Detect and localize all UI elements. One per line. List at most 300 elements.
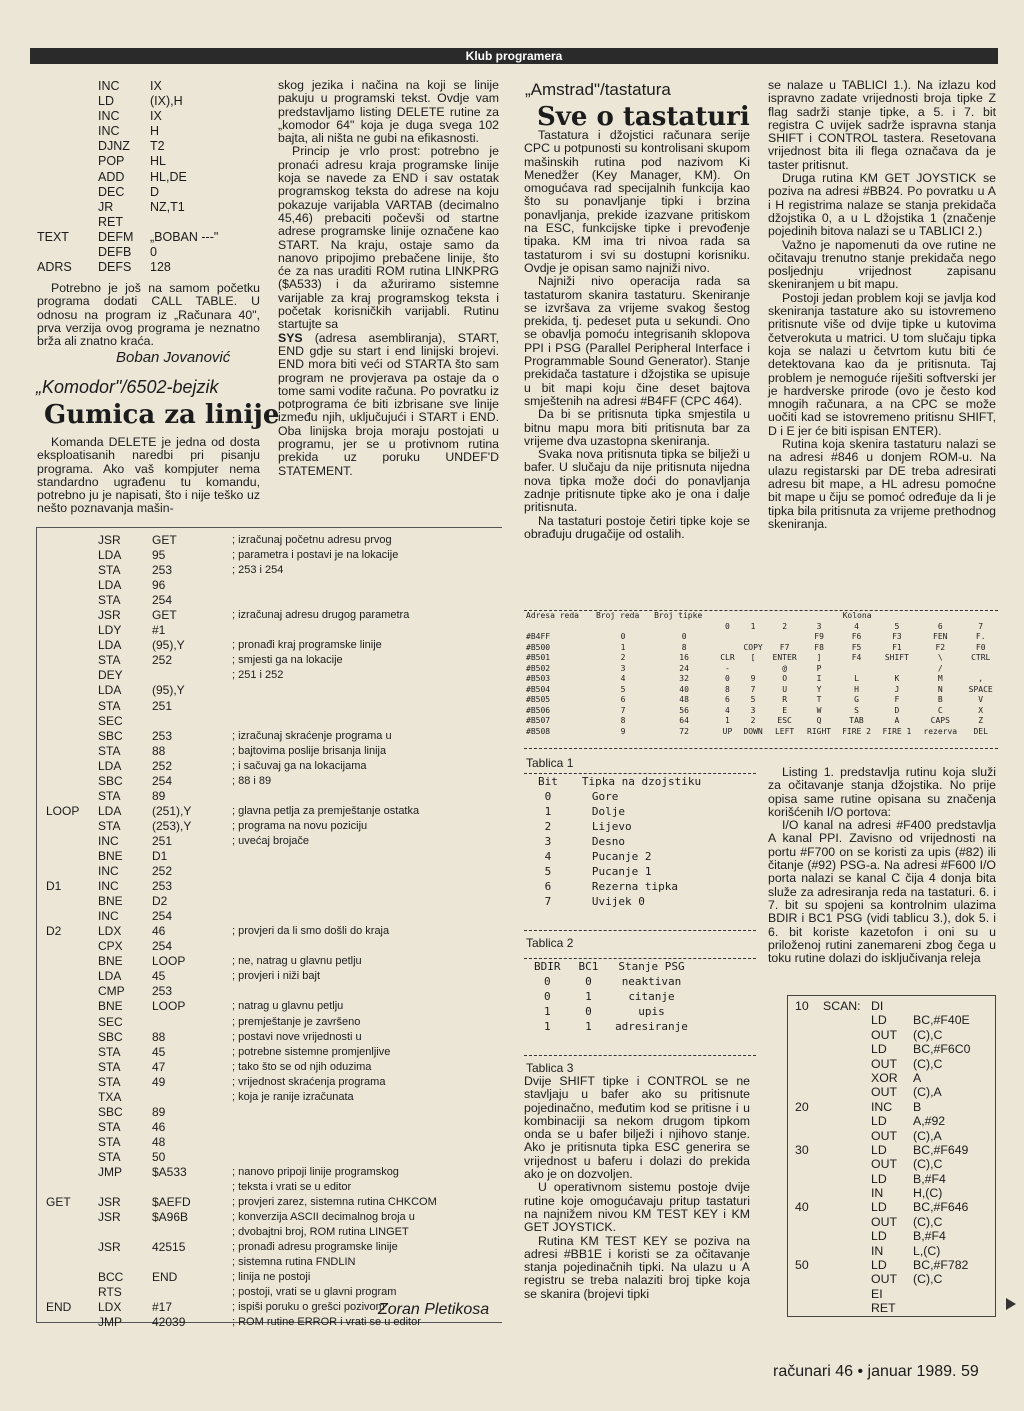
- article2-col3-p5: Na tastaturi postoje četiri tipke koje se obrađuju drugačije od ostalih.: [524, 513, 750, 541]
- key-cell: SHIFT: [884, 653, 909, 662]
- table2-head-bit: Bit: [538, 775, 558, 788]
- key-cell: /: [937, 663, 943, 673]
- listing-row: [46, 683, 496, 698]
- table-row: [524, 879, 711, 894]
- section-title: Klub programera: [465, 49, 563, 63]
- listing-comment: ; pronađi adresu programske linije: [232, 1241, 398, 1254]
- listing-operand: 42039: [152, 1315, 186, 1330]
- line-number: 10: [795, 999, 809, 1013]
- listing-row: [795, 1129, 991, 1143]
- key-cell: W: [816, 705, 822, 715]
- table-row: [524, 989, 697, 1004]
- listing-comment: ; uvećaj brojače: [232, 834, 310, 847]
- listing-comment: ; dvobajtni broj, ROM rutina LINGET: [232, 1226, 409, 1239]
- listing-operand: LOOP: [152, 954, 186, 969]
- table2: [524, 773, 756, 931]
- psg-state: neaktivan: [621, 975, 682, 988]
- listing-opcode: LDA: [98, 803, 122, 818]
- listing-comment: ; konverzija ASCII decimalnog broja u: [232, 1211, 415, 1224]
- listing-opcode: JSR: [98, 1240, 121, 1255]
- listing-row: [795, 1157, 991, 1171]
- listing-comment: ; izračunaj adresu drugog parametra: [232, 609, 410, 622]
- key-number: 32: [679, 674, 689, 683]
- listing-opcode: DEFM: [98, 229, 134, 244]
- listing-comment: ; natrag u glavnu petlju: [232, 1000, 344, 1013]
- listing-row: [37, 79, 267, 94]
- table1-head-kolona: Kolona: [842, 611, 872, 620]
- key-cell: N: [937, 684, 943, 694]
- listing-label: ADRS: [37, 260, 72, 275]
- listing-operand: 45: [152, 969, 166, 984]
- listing-operand: (C),C: [913, 1027, 943, 1042]
- listing-opcode: CMP: [98, 984, 125, 999]
- listing-operand: 48: [152, 1134, 166, 1149]
- listing-operand: 50: [152, 1149, 166, 1164]
- listing-row: [46, 1195, 496, 1210]
- table1-grid: [524, 611, 998, 737]
- key-cell: H: [854, 684, 859, 694]
- listing-row: [37, 245, 267, 260]
- table-row: [524, 716, 998, 727]
- listing-opcode: BCC: [98, 1270, 124, 1285]
- article1-para-1: skog jezika i načina na koji se linije pakuju u programski tekst. Ovdje vam predstavljamo listing DELETE rutine za „komodor 64" koja je duga svega 102 bajta, ali ništa ne gubi na efikasnosti.: [278, 78, 499, 146]
- table1-colnums: [524, 622, 998, 633]
- table-row: [524, 974, 697, 989]
- z80-listing: [795, 999, 991, 1316]
- table3-head: [524, 959, 697, 974]
- listing-row: [37, 230, 267, 245]
- listing-opcode: JMP: [98, 1164, 122, 1179]
- listing-row: [46, 1150, 496, 1165]
- table-row: [524, 819, 711, 834]
- listing-comment: ; potrebne sistemne promjenljive: [232, 1045, 391, 1058]
- listing-operand: BC,#F649: [913, 1142, 969, 1157]
- table-row: [524, 834, 711, 849]
- listing-operand: $A96B: [152, 1210, 189, 1225]
- key-cell: SPACE: [968, 684, 993, 694]
- key-cell: C: [937, 705, 943, 715]
- listing-operand: „BOBAN ---": [150, 229, 219, 244]
- listing-row: [46, 714, 496, 729]
- key-cell: F3: [892, 632, 902, 641]
- table-row: [524, 643, 998, 654]
- table1-col-number: 7: [978, 621, 984, 631]
- listing-label: LOOP: [46, 803, 80, 818]
- listing-row: [37, 260, 267, 275]
- key-number: 40: [679, 684, 689, 694]
- key-cell: [716, 632, 739, 643]
- listing-row: [795, 1071, 991, 1085]
- joystick-key: Uvijek 0: [591, 895, 645, 908]
- row-address: #B500: [526, 642, 551, 652]
- listing-row: [795, 1186, 991, 1200]
- article1-para-3: (adresa asembliranja), START, END gdje su start i end linijski brojevi. END mora biti veći od STARTA što sam program ne provjerava pa ostaje da o tome sami vodite računa. Po povratku iz potprograma će biti izbrisane sve linije između njih, uključujući i START i END. Oba linijska broja moraju postojati u programu, jer se u protivnom rutina prekida uz poruku UNDEF'D STATEMENT.: [278, 330, 499, 478]
- key-number: 16: [679, 653, 689, 662]
- listing-operand: #17: [152, 1300, 173, 1315]
- listing-opcode: STA: [98, 1059, 121, 1074]
- table1-col-number: 2: [782, 621, 788, 631]
- listing-operand: (C),C: [913, 1272, 943, 1287]
- key-cell: [716, 643, 739, 654]
- listing-opcode: INC: [98, 879, 119, 894]
- listing-row: [46, 1075, 496, 1090]
- listing-comment: ; programa na novu poziciju: [232, 819, 368, 832]
- key-cell: UP: [722, 726, 733, 736]
- listing-opcode: INC: [98, 833, 119, 848]
- listing-row: [46, 1060, 496, 1075]
- listing-comment: ; provjeri i niži bajt: [232, 970, 321, 983]
- listing-operand: 46: [152, 924, 166, 939]
- listing-row: [37, 200, 267, 215]
- article1-intro: [37, 436, 260, 516]
- key-cell: \: [937, 653, 943, 662]
- listing-row: [46, 608, 496, 623]
- key-cell: CTRL: [971, 653, 991, 662]
- listing-row: [46, 924, 496, 939]
- listing-row: [46, 804, 496, 819]
- listing-opcode: IN: [871, 1243, 884, 1258]
- table2-grid: [524, 774, 711, 909]
- row-number: 2: [620, 653, 626, 662]
- key-cell: 0: [725, 674, 730, 683]
- key-cell: ENTER: [772, 653, 797, 662]
- line-number: 20: [795, 1099, 809, 1114]
- listing-operand: H: [150, 124, 160, 139]
- listing-operand: 251: [152, 833, 173, 848]
- listing-operand: 128: [150, 260, 171, 275]
- bit-number: 6: [544, 880, 552, 893]
- listing-operand: 252: [152, 758, 173, 773]
- listing-operand: (C),A: [913, 1128, 942, 1143]
- bdir-value: 0: [543, 975, 551, 988]
- row-number: 4: [620, 674, 626, 683]
- listing-row: [795, 1287, 991, 1301]
- listing-opcode: LDA: [98, 548, 122, 563]
- listing-operand: 47: [152, 1059, 166, 1074]
- listing-comment: ; ispiši poruku o grešci pozivom: [232, 1301, 385, 1314]
- row-address: #B505: [526, 695, 551, 704]
- key-cell: Y: [816, 684, 822, 694]
- bottom-left-p3: Rutina KM TEST KEY se poziva na adresi #BB1E i koristi se za očitavanje stanja pojedinačnih tipki. Na ulazu u A registru se treba nalaziti broj tipke koja se skanira (brojevi tipki: [524, 1233, 750, 1301]
- joystick-key: Rezerna tipka: [591, 880, 678, 893]
- listing-operand: A,#92: [913, 1114, 946, 1129]
- article2-title: Sve o tastaturi: [537, 102, 750, 132]
- listing-row: [795, 1200, 991, 1214]
- key-cell: Z: [978, 716, 984, 725]
- article2-col4-p4: Postoji jedan problem koji se javlja kod skeniranja tastature ako su istovremeno pritisnute više od dvije tipke u kutovima četverokuta u matrici. U tom slučaju tipka koja se nalazi u četvrtom kutu biti će detektovana kao da je pritisnuta. Taj problem je nemoguće riješiti softverski jer je hardverske prirode (ovo je često kod mnogih računara, a na CPC se može uočiti kad se istovremeno pritisnu SHIFT, D i E jer će biti ispisan ENTER).: [768, 290, 996, 438]
- key-cell: P: [816, 663, 822, 673]
- bottom-left-p2: U operativnom sistemu postoje dvije rutine koje omogućavaju pritup tastaturi na najnižem nivou KM TEST KEY i KM GET JOYSTICK.: [524, 1180, 750, 1235]
- listing-row: [46, 1165, 496, 1180]
- listing-comment: ; koja je ranije izračunata: [232, 1090, 354, 1103]
- listing-operand: D: [150, 184, 160, 199]
- bc1-value: 0: [585, 975, 592, 988]
- listing-opcode: RET: [98, 214, 123, 229]
- table1-head-addr: Adresa reda: [526, 611, 579, 620]
- listing-opcode: OUT: [871, 1128, 897, 1143]
- listing-row: [795, 1057, 991, 1071]
- listing-opcode: LD: [98, 94, 114, 109]
- listing-comment: ; sistemna rutina FNDLIN: [232, 1256, 356, 1269]
- key-cell: ]: [816, 653, 822, 662]
- table3-head-bc1: BC1: [578, 960, 599, 973]
- sys-command: SYS: [278, 330, 303, 345]
- listing-opcode: SBC: [98, 773, 123, 788]
- listing-operand: $A533: [152, 1164, 187, 1179]
- listing-opcode: JSR: [98, 1195, 121, 1210]
- key-cell: F8: [814, 642, 824, 652]
- listing-comment: ; 253 i 254: [232, 564, 284, 577]
- listing-operand: (C),C: [913, 1157, 943, 1172]
- listing-opcode: LD: [871, 1042, 887, 1057]
- key-cell: F9: [814, 632, 824, 641]
- psg-state: upis: [638, 1005, 665, 1018]
- listing-comment: ; pronađi kraj programske linije: [232, 639, 382, 652]
- bc1-value: 1: [585, 990, 592, 1003]
- listing-row: [46, 1015, 496, 1030]
- table3-head-psg: Stanje PSG: [618, 960, 685, 973]
- key-cell: O: [782, 674, 788, 683]
- key-cell: -: [725, 663, 730, 673]
- listing-row: [46, 1120, 496, 1135]
- psg-state: citanje: [628, 990, 675, 1003]
- row-number: 8: [620, 716, 626, 725]
- table-row: [524, 632, 998, 643]
- key-cell: B: [937, 695, 943, 704]
- row-address: #B508: [526, 726, 551, 736]
- key-cell: rezerva: [923, 726, 958, 736]
- listing-row: [46, 623, 496, 638]
- listing-label: D1: [46, 879, 62, 894]
- listing-row: [46, 1090, 496, 1105]
- key-number: 64: [679, 716, 689, 725]
- psg-state: adresiranje: [615, 1020, 688, 1033]
- listing-row: [46, 668, 496, 683]
- table-row: [524, 894, 711, 909]
- listing-operand: 88: [152, 1029, 166, 1044]
- listing-opcode: BNE: [98, 848, 123, 863]
- listing-label: GET: [46, 1195, 71, 1210]
- joystick-key: Pucanje 1: [591, 865, 652, 878]
- key-cell: 6: [725, 695, 730, 704]
- table-row: [524, 727, 998, 738]
- listing-row: [37, 139, 267, 154]
- listing-comment: ; smjesti ga na lokacije: [232, 654, 343, 667]
- listing-operand: (IX),H: [150, 94, 183, 109]
- row-address: #B502: [526, 663, 551, 673]
- listing-operand: A: [913, 1070, 922, 1085]
- article2-col3-p4: Svaka nova pritisnuta tipka se bilježi u bafer. U slučaju da nije pritisnuta nijedna nova tipka može doći do ponavljanja zadnje pritisnute tipke ako je ona i dalje pritisnuta.: [524, 447, 750, 515]
- listing-row: [795, 1258, 991, 1272]
- listing-operand: (251),Y: [152, 803, 192, 818]
- listing-operand: (C),C: [913, 1214, 943, 1229]
- listing-operand: 95: [152, 548, 166, 563]
- key-cell: ,: [978, 674, 984, 683]
- bit-number: 7: [544, 895, 552, 908]
- listing-opcode: BNE: [98, 894, 123, 909]
- bc1-value: 0: [585, 1005, 592, 1018]
- listing-row: [37, 154, 267, 169]
- listing-operand: L,(C): [913, 1243, 941, 1258]
- listing-comment: ; tako što se od njih oduzima: [232, 1060, 372, 1073]
- listing-opcode: DEY: [98, 668, 123, 683]
- key-cell: [836, 664, 876, 675]
- listing-comment: ; teksta i vrati se u editor: [232, 1181, 352, 1194]
- key-cell: D: [894, 705, 900, 715]
- key-cell: F.: [975, 632, 986, 641]
- listing-comment: ; premještanje je završeno: [232, 1015, 361, 1028]
- listing-opcode: LD: [871, 1200, 887, 1215]
- bdir-value: 1: [543, 1005, 551, 1018]
- listing-opcode: STA: [98, 1149, 121, 1164]
- listing-opcode: STA: [98, 1044, 121, 1059]
- key-cell: X: [978, 705, 984, 715]
- listing-comment: ; bajtovima poslije brisanja linija: [232, 744, 387, 757]
- listing-opcode: JSR: [98, 608, 121, 623]
- key-cell: ESC: [777, 716, 792, 725]
- table-row: [524, 849, 711, 864]
- listing-opcode: ADD: [98, 169, 125, 184]
- key-cell: F6: [851, 632, 862, 641]
- key-cell: FIRE 2: [842, 726, 871, 736]
- table2-head: [524, 774, 711, 789]
- listing-opcode: OUT: [871, 1214, 897, 1229]
- key-cell: L: [854, 674, 859, 683]
- key-cell: DEL: [973, 726, 988, 736]
- listing-operand: 45: [152, 1044, 166, 1059]
- key-cell: FIRE 1: [882, 726, 912, 736]
- article1-kicker: „Komodor"/6502-bejzik: [36, 377, 219, 397]
- listing-opcode: LD: [871, 1229, 887, 1244]
- bit-number: 3: [544, 835, 552, 848]
- listing-opcode: LDA: [98, 638, 122, 653]
- listing-row: [46, 1270, 496, 1285]
- article1-author: Zoran Pletikosa: [378, 1301, 490, 1318]
- listing-opcode: JMP: [98, 1315, 122, 1330]
- key-cell: A: [894, 716, 900, 725]
- listing-operand: (95),Y: [152, 638, 185, 653]
- listing-row: [37, 215, 267, 230]
- listing-operand: (253),Y: [152, 818, 192, 833]
- listing-row: [46, 1255, 496, 1270]
- listing-row: [46, 653, 496, 668]
- boban-author: Boban Jovanović: [116, 349, 231, 366]
- listing-opcode: TXA: [98, 1089, 122, 1104]
- table1-head-row: Broj reda: [595, 611, 640, 620]
- listing-row: [46, 533, 496, 548]
- listing-row: [46, 954, 496, 969]
- article2-col4-p5: Rutina koja skenira tastaturu nalazi se na adresi #846 u donjem ROM-u. Na ulazu registarski par DE treba adresirati adresu bit mape, a HL adresu pomoćne bit mape u čiju se pomoć određuje da li je tipka bila pritisnuta za vrijeme prethodnog skeniranja.: [768, 437, 996, 531]
- line-number: 50: [795, 1258, 809, 1273]
- listing-row: [46, 834, 496, 849]
- key-number: 8: [681, 642, 687, 652]
- row-number: 1: [620, 642, 626, 652]
- listing-opcode: INC: [98, 109, 120, 124]
- listing-opcode: STA: [98, 818, 121, 833]
- key-cell: [767, 632, 801, 643]
- listing-operand: HL: [150, 154, 166, 169]
- listing-operand: B,#F4: [913, 1229, 946, 1244]
- listing-row: [795, 1229, 991, 1243]
- listing-operand: HL,DE: [150, 169, 187, 184]
- listing-operand: 46: [152, 1119, 166, 1134]
- key-number: 56: [679, 705, 689, 715]
- listing-comment: ; ne, natrag u glavnu petlju: [232, 955, 362, 968]
- listing-comment: ; nanovo pripoji linije programskog: [232, 1165, 399, 1178]
- listing-operand: IX: [150, 109, 162, 124]
- listing-row: [46, 849, 496, 864]
- listing-comment: ; izračunaj skraćenje programa u: [232, 729, 392, 742]
- listing-operand: 252: [152, 864, 173, 879]
- key-cell: [: [750, 653, 756, 662]
- table-row: [524, 1004, 697, 1019]
- listing-label: TEXT: [37, 229, 69, 244]
- listing-comment: ; provjeri da li smo došli do kraja: [232, 925, 390, 938]
- listing-opcode: OUT: [871, 1272, 897, 1287]
- article2-col4: [768, 79, 996, 531]
- listing-opcode: DEC: [98, 184, 125, 199]
- listing-operand: $AEFD: [152, 1195, 191, 1210]
- key-cell: CLR: [720, 653, 735, 662]
- row-address: #B506: [526, 705, 551, 715]
- key-cell: V: [978, 695, 984, 704]
- listing-opcode: STA: [98, 563, 121, 578]
- key-cell: F1: [892, 642, 902, 652]
- continue-arrow-icon: [1006, 1298, 1016, 1310]
- listing-operand: (C),A: [913, 1085, 942, 1100]
- boban-note-text: Potrebno je još na samom početku programa dodati CALL TABLE. U odnosu na program iz „Računara 40", prva verzija ovog programa je neznatno brža ali znatno kraća.: [37, 281, 260, 349]
- listing-row: [46, 879, 496, 894]
- listing-row: [795, 1272, 991, 1286]
- listing-comment: ; parametra i postavi je na lokacije: [232, 549, 399, 562]
- listing-row: [46, 1135, 496, 1150]
- listing-row: [795, 1114, 991, 1128]
- table-row: [524, 685, 998, 696]
- bottom-left-p1: Dvije SHIFT tipke i CONTROL se ne stavljaju u bafer ako su pritisnute pojedinačno, međutim kod se pritisne i u kombinaciji sa nekom drugom tipkom onda se u bafer bilježi i njihovo stanje. Ako je pritisnuta tipka ESC generira se vrijednost u baferu i dolazi do prekida ako je on dozvoljen.: [524, 1074, 750, 1182]
- listing-opcode: RTS: [98, 1285, 122, 1300]
- listing-row: [46, 759, 496, 774]
- listing-opcode: LD: [871, 1013, 887, 1028]
- bc1-value: 1: [585, 1020, 592, 1033]
- listing-opcode: LDA: [98, 969, 122, 984]
- article2-bottom-left: [524, 1075, 750, 1301]
- boban-note: [37, 282, 260, 348]
- listing-opcode: LDA: [98, 758, 122, 773]
- listing-opcode: STA: [98, 743, 121, 758]
- listing-comment: ; izračunaj početnu adresu prvog: [232, 534, 392, 546]
- listing-comment: ; postoji, vrati se u glavni program: [232, 1286, 397, 1299]
- listing-comment: ; i sačuvaj ga na lokacijama: [232, 759, 367, 772]
- listing-opcode: DJNZ: [98, 139, 130, 154]
- listing-row: [46, 1240, 496, 1255]
- key-cell: 2: [750, 716, 756, 725]
- listing-label: END: [46, 1300, 72, 1315]
- listing-operand: IX: [150, 79, 162, 93]
- listing-comment: ; ROM rutine ERROR i vrati se u editor: [232, 1316, 421, 1329]
- listing-operand: (C),C: [913, 1056, 943, 1071]
- listing-operand: GET: [152, 608, 177, 623]
- listing-operand: END: [152, 1270, 178, 1285]
- listing-row: [46, 548, 496, 563]
- listing-opcode: DI: [871, 999, 884, 1013]
- listing-opcode: BNE: [98, 954, 123, 969]
- listing-row: [46, 969, 496, 984]
- listing-row: [795, 1215, 991, 1229]
- listing-operand: GET: [152, 533, 177, 547]
- joystick-key: Dolje: [591, 805, 625, 818]
- row-address: #B503: [526, 674, 551, 683]
- listing-opcode: JSR: [98, 533, 121, 547]
